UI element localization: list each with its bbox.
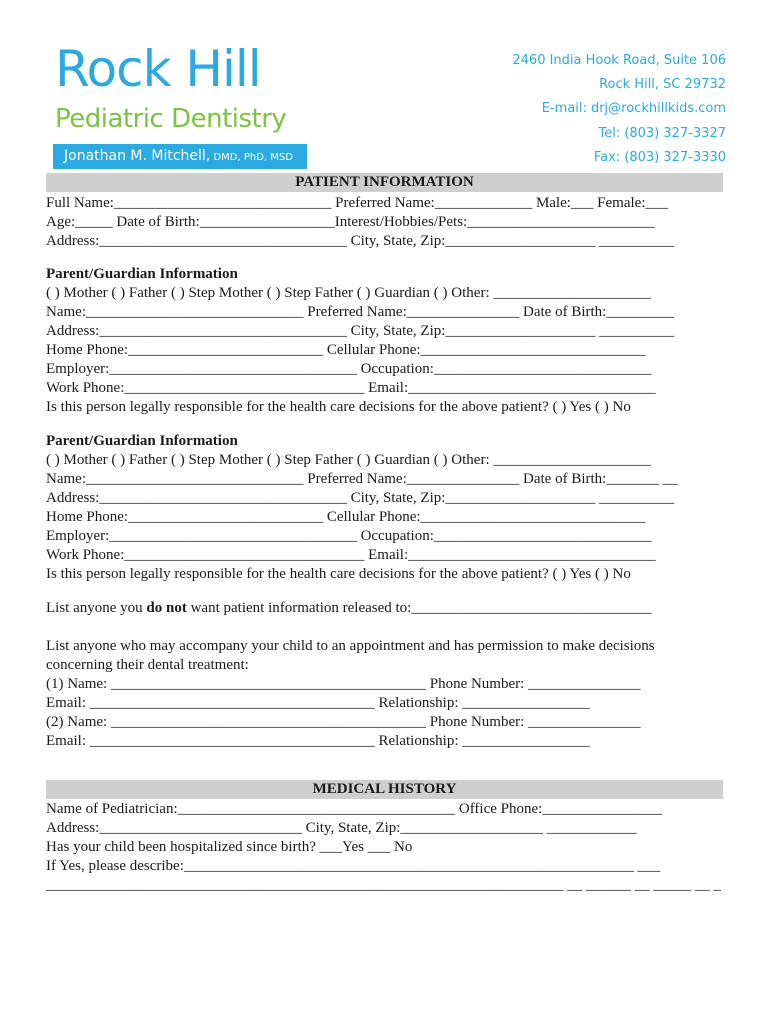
- guardian1-name-line[interactable]: Name:_____________________________ Preferred Name:_______________ Date of Birth:_________: [46, 304, 674, 320]
- contact-street: 2460 India Hook Road, Suite 106: [512, 53, 726, 68]
- practice-logo-name: Rock Hill: [55, 40, 261, 98]
- guardian1-phone-line[interactable]: Home Phone:__________________________ Cellular Phone:______________________________: [46, 342, 646, 358]
- guardian2-employer-line[interactable]: Employer:_________________________________ Occupation:_____________________________: [46, 528, 652, 544]
- guardian2-name-line[interactable]: Name:_____________________________ Preferred Name:_______________ Date of Birth:_______ __: [46, 471, 678, 487]
- accompany2-email-line[interactable]: Email: ______________________________________ Relationship: _________________: [46, 733, 590, 749]
- release-restriction-line[interactable]: [46, 599, 726, 618]
- guardian1-responsible-question[interactable]: Is this person legally responsible for the health care decisions for the above patient? ( ) Yes ( ) No: [46, 399, 631, 415]
- guardian2-heading: Parent/Guardian Information: [46, 433, 238, 449]
- guardian1-employer-line[interactable]: Employer:_________________________________ Occupation:_____________________________: [46, 361, 652, 377]
- guardian2-work-line[interactable]: Work Phone:________________________________ Email:_________________________________: [46, 547, 656, 563]
- guardian2-responsible-question[interactable]: Is this person legally responsible for the health care decisions for the above patient? ( ) Yes ( ) No: [46, 566, 631, 582]
- dentist-name: Jonathan M. Mitchell,: [64, 148, 211, 164]
- dentist-credentials: DMD, PhD, MSD: [210, 152, 293, 163]
- describe-continuation-line[interactable]: _____________________________________________________________________ __ ______ __ _____ __ _: [46, 877, 721, 893]
- guardian1-relation-line[interactable]: ( ) Mother ( ) Father ( ) Step Mother ( ) Step Father ( ) Guardian ( ) Other: _____________________: [46, 285, 651, 301]
- accompany2-name-line[interactable]: (2) Name: __________________________________________ Phone Number: _______________: [46, 714, 641, 730]
- accompany1-name-line[interactable]: (1) Name: __________________________________________ Phone Number: _______________: [46, 676, 641, 692]
- hospitalized-question[interactable]: Has your child been hospitalized since birth? ___Yes ___ No: [46, 839, 413, 855]
- guardian2-phone-line[interactable]: Home Phone:__________________________ Cellular Phone:______________________________: [46, 509, 646, 525]
- contact-fax: Fax: (803) 327-3330: [593, 150, 726, 165]
- guardian2-relation-line[interactable]: ( ) Mother ( ) Father ( ) Step Mother ( ) Step Father ( ) Guardian ( ) Other: _____________________: [46, 452, 651, 468]
- accompany-intro-line1: List anyone who may accompany your child to an appointment and has permission to make decisions: [46, 638, 655, 654]
- pediatrician-address-line[interactable]: Address:___________________________ City, State, Zip:___________________ ____________: [46, 820, 637, 836]
- guardian2-address-line[interactable]: Address:_________________________________ City, State, Zip:____________________ __________: [46, 490, 675, 506]
- patient-age-line[interactable]: Age:_____ Date of Birth:__________________Interest/Hobbies/Pets:_________________________: [46, 214, 655, 230]
- contact-tel: Tel: (803) 327-3327: [598, 126, 726, 141]
- contact-city: Rock Hill, SC 29732: [599, 77, 726, 92]
- release-suffix: want patient information released to:________________________________: [186, 600, 652, 616]
- release-prefix: List anyone you: [46, 600, 147, 616]
- practice-logo-subtitle: Pediatric Dentistry: [55, 104, 287, 134]
- accompany-intro-line2: concerning their dental treatment:: [46, 657, 249, 673]
- guardian1-address-line[interactable]: Address:_________________________________ City, State, Zip:____________________ __________: [46, 323, 675, 339]
- patient-name-line[interactable]: Full Name:_____________________________ Preferred Name:_____________ Male:___ Female:___: [46, 195, 668, 211]
- accompany1-email-line[interactable]: Email: ______________________________________ Relationship: _________________: [46, 695, 590, 711]
- patient-address-line[interactable]: Address:_________________________________ City, State, Zip:____________________ __________: [46, 233, 675, 249]
- pediatrician-line[interactable]: Name of Pediatrician:_____________________________________ Office Phone:________________: [46, 801, 663, 817]
- medical-history-heading: MEDICAL HISTORY: [46, 780, 723, 799]
- contact-email: E-mail: drj@rockhillkids.com: [541, 101, 726, 116]
- dentist-name-bar: [53, 144, 307, 169]
- hospitalized-describe-line[interactable]: If Yes, please describe:____________________________________________________________ ___: [46, 858, 661, 874]
- release-emphasis: do not: [146, 600, 187, 616]
- guardian1-work-line[interactable]: Work Phone:________________________________ Email:_________________________________: [46, 380, 656, 396]
- guardian1-heading: Parent/Guardian Information: [46, 266, 238, 282]
- patient-information-heading: PATIENT INFORMATION: [46, 173, 723, 192]
